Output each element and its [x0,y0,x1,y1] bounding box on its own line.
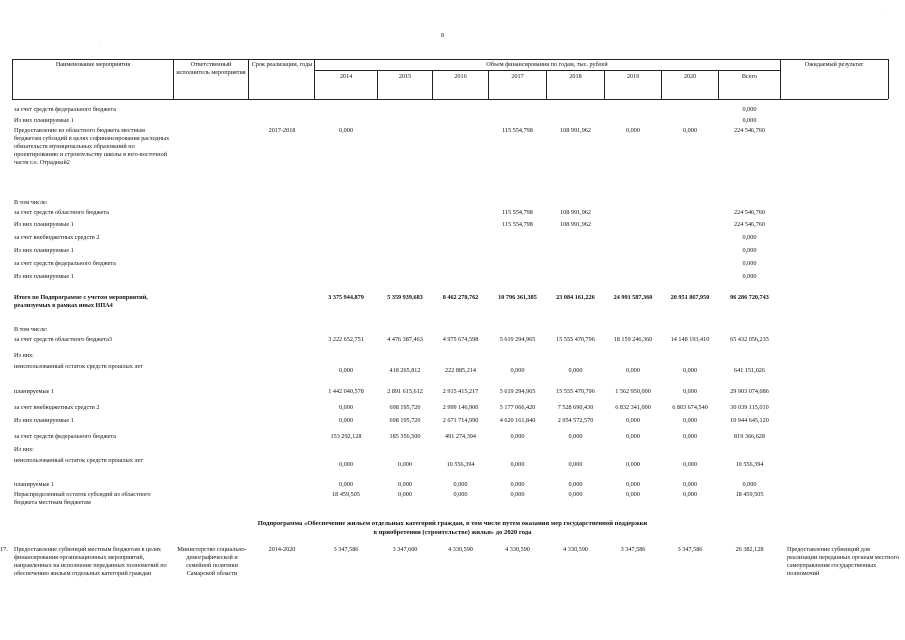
row-value: 2 915 415,217 [442,388,479,395]
row-value: 2 954 572,570 [557,417,594,424]
header-name: Наименование мероприятия [55,61,131,68]
row-value-total: 0,000 [742,117,757,124]
row-value-total: 224 546,760 [734,221,765,228]
row-value: 153 292,128 [330,433,362,440]
row-value: 0,000 [510,491,525,498]
row-value: 2 999 146,900 [442,404,479,411]
header-year: 2016 [454,73,467,80]
row-label: В том числе: [14,199,48,206]
column-divider [780,59,781,99]
row-value: 10 556,394 [446,461,475,468]
row-value-total: 0,000 [742,273,757,280]
header-finance: Объем финансирования по годам, тыс. рублей [486,61,608,68]
row-value: 0,000 [510,367,525,374]
item-value: 4 330,590 [448,546,473,553]
row-value: 115 554,798 [502,209,533,216]
finance-subheader-line [314,70,780,71]
row-label: Из них планируемые 1 [14,221,74,228]
row-value-total: 10 556,394 [735,461,764,468]
row-value: 15 555 470,796 [556,336,595,343]
row-value: 18 459,505 [332,491,360,498]
column-divider [314,59,315,99]
item-value: 4 330,590 [563,546,588,553]
row-value: 14 148 193,410 [670,336,710,343]
row-value: 0,000 [683,367,697,374]
row-value: 0,000 [626,481,640,488]
row-value: 23 084 161,226 [556,294,595,301]
scan-mark: . [100,42,102,47]
row-value: 0,000 [339,481,353,488]
row-value: 0,000 [510,481,525,488]
row-value: 0,000 [339,367,353,374]
row-value: 10 796 361,385 [498,294,537,301]
row-value-total: 10 944 645,120 [730,417,769,424]
page-number: 8 [441,33,444,39]
row-value-total: 96 286 720,743 [730,294,769,301]
row-value: 0,000 [339,127,353,134]
row-label: Нераспределенный остаток субсидий из областного бюджета местным бюджетам [14,491,151,506]
row-value: 0,000 [568,491,583,498]
row-value: 698 195,720 [389,417,421,424]
row-value: 6 803 674,540 [672,404,708,411]
column-divider [888,59,889,99]
row-value: 0,000 [568,461,583,468]
row-value-total: 224 546,760 [734,209,765,216]
row-value: 5 359 939,683 [387,294,423,301]
row-value: 0,000 [568,367,583,374]
row-value: 115 554,798 [502,221,533,228]
row-label: Предоставление из областного бюджета местным бюджетам субсидий в целях софинансирования расходных обязательств муниципальных образований по проектированию и строительству школы в юго-восточной части г.о. Отрадный2 [14,127,170,166]
row-value-total: 30 039 115,010 [730,404,769,411]
subprogram-title-line2: в приобретении (строительстве) жилья» до 2020 года [373,529,532,536]
item-value: 4 330,590 [505,546,530,553]
row-value: 0,000 [339,417,353,424]
header-year: 2017 [511,73,524,80]
item-value: 3 347,600 [392,546,418,553]
row-value: 7 528 690,430 [557,404,594,411]
row-value: 0,000 [568,433,583,440]
item-value: 3 347,586 [620,546,646,553]
row-value: 2 671 714,990 [442,417,479,424]
item-value-total: 26 382,128 [735,546,764,553]
row-value: 5 177 066,420 [499,404,536,411]
row-value: 0,000 [683,388,697,395]
item-period: 2014-2020 [268,546,296,553]
row-value: 24 991 587,360 [613,294,653,301]
row-value: 0,000 [398,481,412,488]
row-label: В том числе: [14,326,48,333]
table-header-bottom [12,99,888,100]
row-value: 0,000 [626,367,640,374]
row-value-total: 0,000 [742,260,757,267]
row-value: 4 476 387,463 [387,336,423,343]
row-label: за счет внебюджетных средств 2 [14,234,100,241]
item-result: Предоставление субвенций для реализации переданных органам местного самоуправления государственных полномочий [787,546,900,577]
row-label: неиспользованный остаток средств прошлых лет [14,363,143,370]
row-label: за счет средств федерального бюджета [14,260,116,267]
row-value: 0,000 [339,404,353,411]
row-value: 0,000 [683,481,697,488]
row-label: планируемые 1 [14,388,54,395]
row-value: 20 951 867,950 [670,294,710,301]
row-value: 3 222 652,751 [328,336,364,343]
row-value: 0,000 [568,481,583,488]
row-value-total: 18 459,505 [735,491,764,498]
row-value: 0,000 [683,433,697,440]
row-label: планируемые 1 [14,481,54,488]
header-period: Срок реализации, годы [251,61,313,68]
item-number: 17. [0,546,8,553]
row-value: 6 832 341,000 [615,404,651,411]
subprogram-title-line1: Подпрограмма «Обеспечение жильем отдельных категорий граждан, в том числе путем оказания мер государственной поддержки [257,520,648,527]
row-value: 0,000 [398,461,412,468]
header-year: 2018 [569,73,582,80]
header-responsible: Ответственный исполнитель мероприятия [176,61,246,76]
item-responsible: Министерство социально-демографической и семейной политики Самарской области [177,546,247,577]
scan-mark: . [885,12,887,17]
header-year: 2019 [626,73,640,80]
row-label: за счет средств областного бюджета [14,209,109,216]
table-top-border [12,59,888,60]
row-value: 0,000 [626,127,640,134]
header-year: 2020 [683,73,697,80]
row-value: 1 562 950,000 [615,388,651,395]
row-value: 222 885,214 [445,367,476,374]
row-label: за счет средств федерального бюджета [14,433,116,440]
row-label: Из них: [14,352,34,359]
column-divider [248,59,249,99]
row-value-total: 224 546,760 [734,127,765,134]
row-value: 4 620 161,840 [499,417,536,424]
row-value: 491 274,394 [445,433,476,440]
row-label: Из них планируемые 1 [14,247,74,254]
row-value: 5 619 294,965 [499,336,536,343]
item-value: 3 347,586 [677,546,703,553]
row-value-total: 0,000 [742,234,757,241]
item-label: Предоставление субвенций местным бюджетам в целях финансирования организационных мероприятий, направленных на исполнение переданных полномочий по обеспечению жильем отдельных категорий граждан [14,546,167,577]
row-label: Из них планируемые 1 [14,417,74,424]
row-value: 0,000 [683,461,697,468]
row-value: 0,000 [626,417,640,424]
row-value-total: 65 432 056,235 [730,336,769,343]
row-value: 0,000 [626,491,640,498]
row-label: Из них планируемые 1 [14,117,74,124]
column-divider [12,59,13,99]
row-value-total: 819 366,628 [734,433,765,440]
row-value: 0,000 [453,491,468,498]
row-value: 698 195,720 [389,404,421,411]
row-value: 0,000 [453,481,468,488]
row-value-total: 0,000 [742,481,757,488]
item-value: 3 347,586 [333,546,359,553]
row-value: 18 159 246,360 [613,336,653,343]
row-value: 15 555 470,796 [556,388,595,395]
row-period: 2017-2018 [268,127,296,134]
row-label: Из них: [14,446,34,453]
row-value: 0,000 [683,417,697,424]
row-value: 0,000 [510,461,525,468]
header-year: 2014 [339,73,353,80]
row-value: 3 375 944,879 [328,294,364,301]
row-label: за счет средств областного бюджета3 [14,336,113,343]
header-year: Всего [741,73,758,80]
row-value-total: 29 903 074,086 [730,388,769,395]
row-label: за счет средств федерального бюджета [14,106,116,113]
row-value: 4 975 674,598 [442,336,479,343]
row-value: 0,000 [683,491,697,498]
row-value-total: 641 151,026 [734,367,765,374]
header-year: 2015 [398,73,412,80]
row-value-total: 0,000 [742,247,757,254]
row-label: Итого по Подпрограмме с учетом мероприятий, реализуемых в рамках иных НПА4 [14,294,148,309]
row-value: 0,000 [683,127,697,134]
row-value: 115 554,798 [502,127,533,134]
row-value: 5 619 294,965 [499,388,536,395]
row-value: 8 462 278,762 [442,294,479,301]
row-value: 185 356,500 [389,433,421,440]
row-value: 418 265,812 [389,367,421,374]
row-value: 0,000 [626,433,640,440]
row-label: неиспользованный остаток средств прошлых лет [14,457,143,464]
row-value: 108 991,962 [560,127,591,134]
header-result: Ожидаемый результат [804,61,864,68]
row-value: 108 991,962 [560,221,591,228]
row-value: 108 991,962 [560,209,591,216]
row-value: 0,000 [510,433,525,440]
row-value: 0,000 [626,461,640,468]
row-value: 2 891 615,612 [387,388,423,395]
row-value-total: 0,000 [742,106,757,113]
column-divider [173,59,174,99]
row-label: за счет внебюджетных средств 2 [14,404,100,411]
row-label: Из них планируемые 1 [14,273,74,280]
row-value: 0,000 [339,461,353,468]
scan-mark: . [8,140,10,145]
row-value: 1 442 040,578 [328,388,364,395]
row-value: 0,000 [398,491,412,498]
